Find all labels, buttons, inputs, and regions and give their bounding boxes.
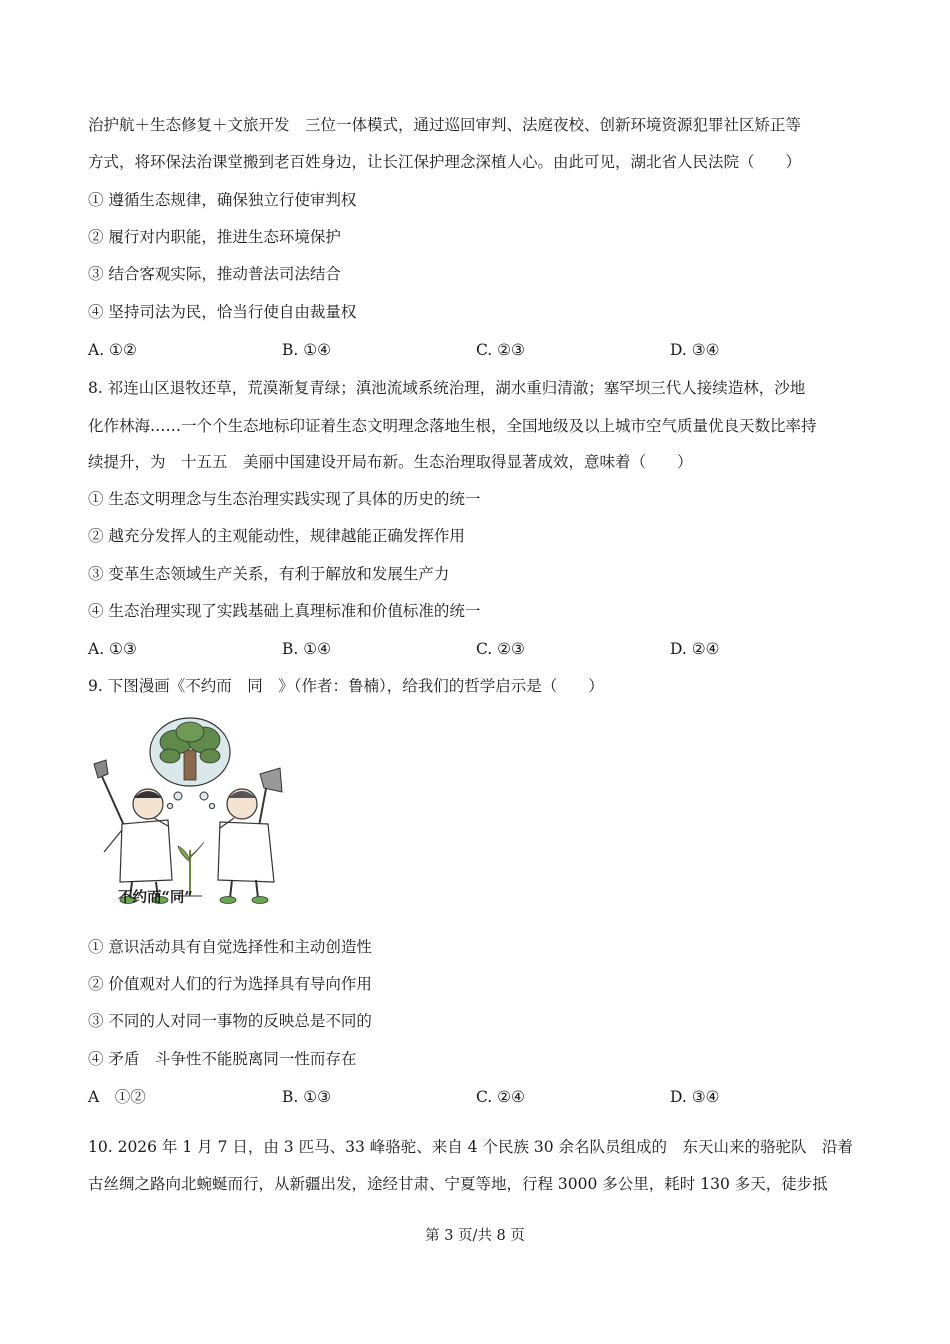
q8-item-2: ② 越充分发挥人的主观能动性，规律越能正确发挥作用 [88, 527, 465, 545]
q8-option-c[interactable]: C. ②③ [476, 640, 525, 658]
q8-item-1: ① 生态文明理念与生态治理实践实现了具体的历史的统一 [88, 490, 481, 508]
q8-option-b[interactable]: B. ①④ [282, 640, 332, 658]
q7-item-4: ④ 坚持司法为民，恰当行使自由裁量权 [88, 303, 357, 321]
q7-option-a[interactable]: A. ①② [88, 341, 137, 359]
q8-stem-line-2: 化作林海……一个个生态地标印证着生态文明理念落地生根，全国地级及以上城市空气质量优良天数比率持 [88, 417, 817, 435]
q7-option-c[interactable]: C. ②③ [476, 341, 525, 359]
cartoon-caption: 不约而“同” [118, 889, 193, 906]
q7-item-2: ② 履行对内职能，推进生态环境保护 [88, 228, 341, 246]
page-number: 第 3 页/共 8 页 [425, 1228, 525, 1244]
q9-option-c[interactable]: C. ②④ [476, 1088, 525, 1106]
q7-stem-line-2: 方式，将环保法治课堂搬到老百姓身边，让长江保护理念深植人心。由此可见，湖北省人民法院（ ） [88, 153, 802, 171]
q7-item-3: ③ 结合客观实际，推动普法司法结合 [88, 265, 341, 283]
q8-item-4: ④ 生态治理实现了实践基础上真理标准和价值标准的统一 [88, 602, 481, 620]
q9-item-3: ③ 不同的人对同一事物的反映总是不同的 [88, 1012, 372, 1030]
q9-item-2: ② 价值观对人们的行为选择具有导向作用 [88, 975, 372, 993]
q8-item-3: ③ 变革生态领域生产关系，有利于解放和发展生产力 [88, 565, 450, 583]
q9-option-b[interactable]: B. ①③ [282, 1088, 332, 1106]
q8-option-d[interactable]: D. ②④ [670, 640, 720, 658]
q10-stem-line-2: 古丝绸之路向北蜿蜒而行，从新疆出发，途经甘肃、宁夏等地，行程 3000 多公里，耗时 130 多天，徒步抵 [88, 1175, 828, 1193]
q9-stem: 9. 下图漫画《不约而 同 》（作者：鲁楠），给我们的哲学启示是（ ） [88, 677, 604, 695]
q7-option-b[interactable]: B. ①④ [282, 341, 332, 359]
q8-stem-line-1: 8. 祁连山区退牧还草，荒漠渐复青绿；滇池流域系统治理，湖水重归清澈；塞罕坝三代人接续造林，沙地 [88, 379, 806, 397]
q7-item-1: ① 遵循生态规律，确保独立行使审判权 [88, 191, 357, 209]
q9-item-4: ④ 矛盾 斗争性不能脱离同一性而存在 [88, 1050, 357, 1068]
q9-item-1: ① 意识活动具有自觉选择性和主动创造性 [88, 938, 372, 956]
q7-stem-line-1: 治护航＋生态修复＋文旅开发 三位一体模式，通过巡回审判、法庭夜校、创新环境资源犯罪社区矫正等 [88, 116, 802, 134]
q10-stem-line-1: 10. 2026 年 1 月 7 日，由 3 匹马、33 峰骆驼、来自 4 个民族 30 余名队员组成的 东天山来的骆驼队 沿着 [88, 1138, 854, 1156]
q8-stem-line-3: 续提升，为 十五五 美丽中国建设开局布新。生态治理取得显著成效，意味着（ ） [88, 453, 693, 471]
q9-option-d[interactable]: D. ③④ [670, 1088, 720, 1106]
q7-option-d[interactable]: D. ③④ [670, 341, 720, 359]
q8-option-a[interactable]: A. ①③ [88, 640, 137, 658]
q9-option-a[interactable]: A ①② [88, 1088, 146, 1106]
